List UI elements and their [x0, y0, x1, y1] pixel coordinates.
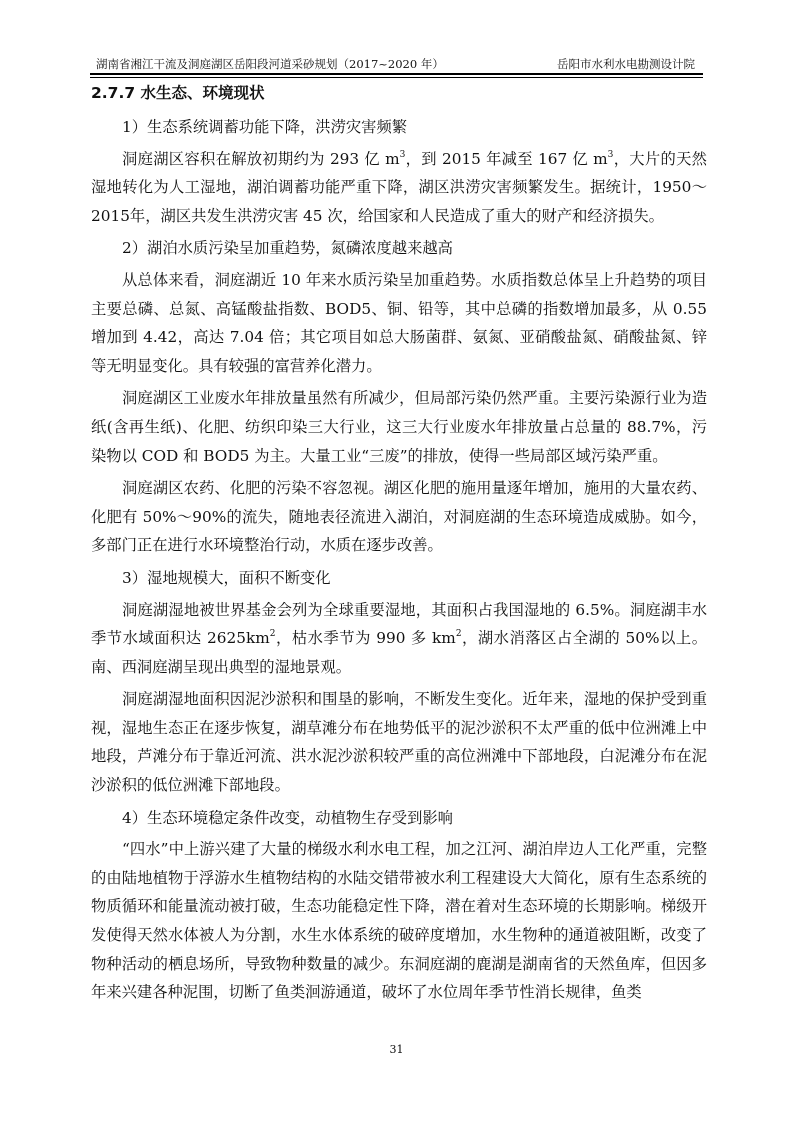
paragraph-1-part-c: ，大片的天然湿地转化为人工湿地，湖泊调蓄功能严重下降，湖区洪涝灾害频繁发生。据统计，1950～2015年，湖区共发生洪涝灾害 45 次，给国家和人民造成了重大的财产和经济损失。	[91, 149, 707, 225]
superscript-cubic-1: 3	[399, 149, 406, 160]
paragraph-2: 从总体来看，洞庭湖近 10 年来水质污染呈加重趋势。水质指数总体呈上升趋势的项目主要总磷、总氮、高锰酸盐指数、BOD5、铜、铅等，其中总磷的指数增加最多，从 0.55 增加到 4.42，高达 7.04 倍；其它项目如总大肠菌群、氨氮、亚硝酸盐氮、硝酸盐氮、锌等无明显变化。具有较强的富营养化潜力。	[91, 270, 707, 375]
paragraph-3: 洞庭湖区工业废水年排放量虽然有所减少，但局部污染仍然严重。主要污染源行业为造纸(含再生纸)、化肥、纺织印染三大行业，这三大行业废水年排放量占总量的 88.7%，污染物以 COD 和 BOD5 为主。大量工业“三废”的排放，使得一些局部区域污染严重。	[91, 389, 707, 465]
page-body	[91, 83, 707, 1011]
subheading-3: 3）湿地规模大，面积不断变化	[122, 568, 331, 587]
section-title: 2.7.7 水生态、环境现状	[91, 84, 265, 102]
superscript-square-1: 2	[269, 629, 276, 639]
page-header	[90, 55, 703, 73]
header-document-title: 湖南省湘江干流及洞庭湖区岳阳段河道采砂规划（2017~2020 年）	[96, 57, 444, 71]
superscript-square-2: 2	[455, 629, 462, 639]
header-rule	[90, 73, 703, 78]
paragraph-1-part-b: ，到 2015 年减至 167 亿 m	[405, 149, 608, 168]
paragraph-4: 洞庭湖区农药、化肥的污染不容忽视。湖区化肥的施用量逐年增加，施用的大量农药、化肥有 50%～90%的流失，随地表径流进入湖泊，对洞庭湖的生态环境造成威胁。如今，多部门正在进行水环境整治行动，水质在逐步改善。	[91, 479, 707, 555]
paragraph-7: “四水”中上游兴建了大量的梯级水利水电工程，加之江河、湖泊岸边人工化严重，完整的由陆地植物于浮游水生植物结构的水陆交错带被水利工程建设大大简化，原有生态系统的物质循环和能量流动被打破，生态功能稳定性下降，潜在着对生态环境的长期影响。梯级开发使得天然水体被人为分割，水生水体系统的破碎度增加，水生物种的通道被阻断，改变了物种活动的栖息场所，导致物种数量的减少。东洞庭湖的鹿湖是湖南省的天然鱼库，但因多年来兴建各种泥围，切断了鱼类洄游通道，破坏了水位周年季节性消长规律，鱼类	[91, 840, 707, 1002]
paragraph-1-part-a: 洞庭湖区容积在解放初期约为 293 亿 m	[122, 149, 400, 168]
subheading-2: 2）湖泊水质污染呈加重趋势，氮磷浓度越来越高	[122, 239, 453, 258]
subheading-1: 1）生态系统调蓄功能下降，洪涝灾害频繁	[122, 118, 408, 136]
paragraph-5-part-b: ，枯水季节为 990 多 km	[275, 629, 456, 648]
paragraph-5-part-a: 洞庭湖湿地被世界基金会列为全球重要湿地，其面积占我国湿地的 6.5%。洞庭湖丰水季节水域面积达 2625km	[91, 600, 707, 648]
paragraph-5-part-c: ，湖水消落区占全湖的 50%以上。南、西洞庭湖呈现出典型的湿地景观。	[91, 629, 707, 676]
paragraph-1	[91, 145, 707, 231]
superscript-cubic-2: 3	[607, 149, 614, 160]
paragraph-6: 洞庭湖湿地面积因泥沙淤积和围垦的影响，不断发生变化。近年来，湿地的保护受到重视，湿地生态正在逐步恢复，湖草滩分布在地势低平的泥沙淤积不太严重的低中位洲滩上中地段，芦滩分布于靠近河流、洪水泥沙淤积较严重的高位洲滩中下部地段，白泥滩分布在泥沙淤积的低位洲滩下部地段。	[91, 690, 707, 795]
paragraph-5	[91, 596, 707, 682]
subheading-4: 4）生态环境稳定条件改变，动植物生存受到影响	[122, 808, 453, 827]
page-number: 31	[389, 1043, 404, 1056]
header-organization: 岳阳市水利水电勘测设计院	[557, 57, 695, 71]
